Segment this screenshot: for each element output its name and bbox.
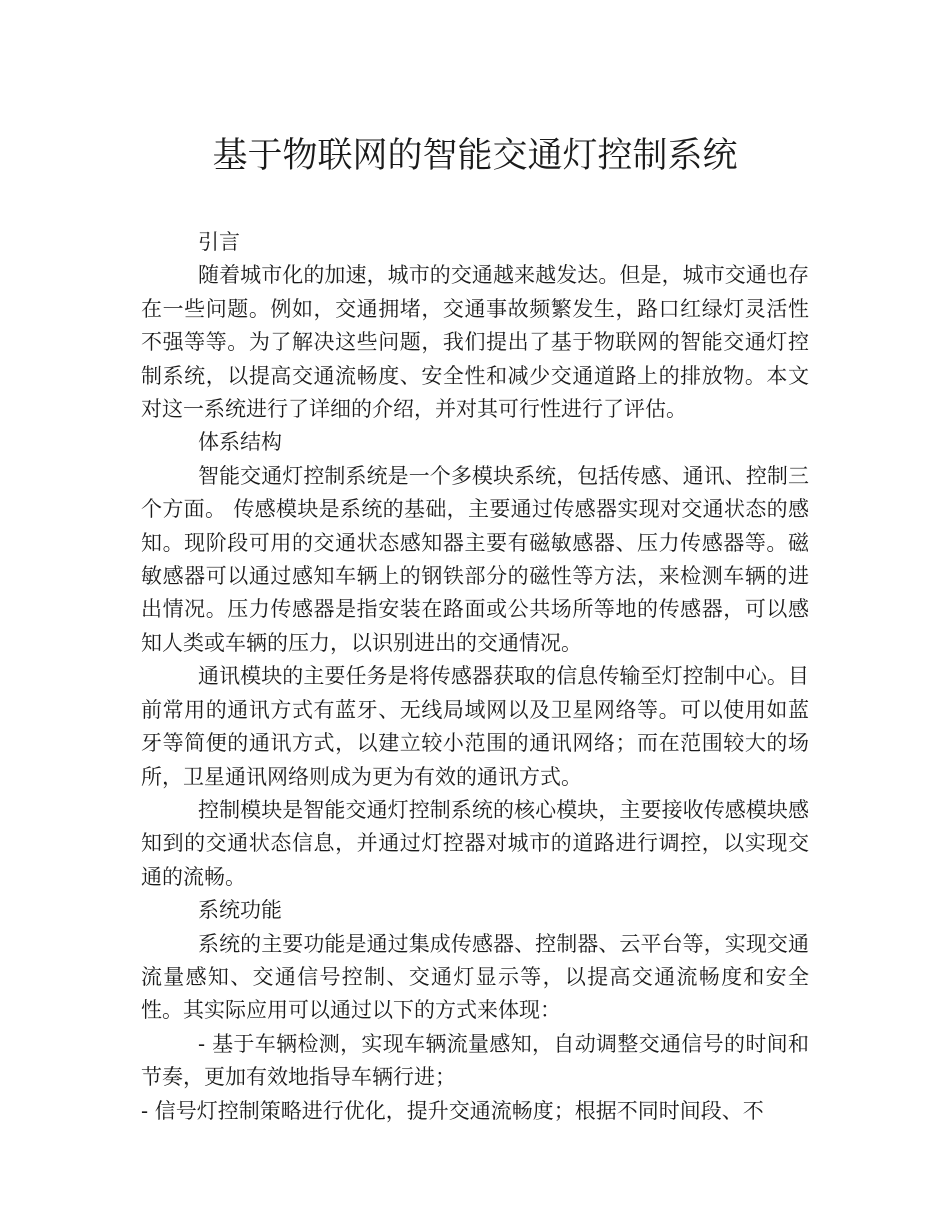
- section-heading-architecture: 体系结构: [198, 430, 282, 455]
- paragraph-intro: 随着城市化的加速，城市的交通越来越发达。但是，城市交通也存在一些问题。例如，交通拥堵，交通事故频繁发生，路口红绿灯灵活性不强等等。为了解决这些问题，我们提出了基于物联网的智能交通灯控制系统，以提高交通流畅度、安全性和减少交通道路上的排放物。本文对这一系统进行了详细的介绍，并对其可行性进行了评估。: [141, 263, 809, 422]
- document-body: [141, 226, 809, 1128]
- list-item-signal-optimization: - 信号灯控制策略进行优化，提升交通流畅度；根据不同时间段、不: [141, 1098, 764, 1123]
- paragraph-control-module: 控制模块是智能交通灯控制系统的核心模块，主要接收传感模块感知到的交通状态信息，并通过灯控器对城市的道路进行调控，以实现交通的流畅。: [141, 797, 809, 889]
- list-item-vehicle-detection: - 基于车辆检测，实现车辆流量感知，自动调整交通信号的时间和节奏，更加有效地指导车辆行进；: [141, 1031, 809, 1090]
- section-heading-intro: 引言: [198, 230, 240, 254]
- section-heading-functions: 系统功能: [198, 898, 282, 923]
- document-title: 基于物联网的智能交通灯控制系统: [212, 136, 738, 176]
- paragraph-sensing-module: 智能交通灯控制系统是一个多模块系统，包括传感、通讯、控制三个方面。 传感模块是系统的基础，主要通过传感器实现对交通状态的感知。现阶段可用的交通状态感知器主要有磁敏感器、压力传感器等。磁敏感器可以通过感知车辆上的钢铁部分的磁性等方法，来检测车辆的进出情况。压力传感器是指安装在路面或公共场所等地的传感器，可以感知人类或车辆的压力，以识别进出的交通情况。: [141, 463, 809, 655]
- paragraph-communication-module: 通讯模块的主要任务是将传感器获取的信息传输至灯控制中心。目前常用的通讯方式有蓝牙、无线局域网以及卫星网络等。可以使用如蓝牙等简便的通讯方式，以建立较小范围的通讯网络；而在范围较大的场所，卫星通讯网络则成为更为有效的通讯方式。: [141, 664, 809, 789]
- paragraph-functions: 系统的主要功能是通过集成传感器、控制器、云平台等，实现交通流量感知、交通信号控制、交通灯显示等，以提高交通流畅度和安全性。其实际应用可以通过以下的方式来体现：: [141, 931, 809, 1023]
